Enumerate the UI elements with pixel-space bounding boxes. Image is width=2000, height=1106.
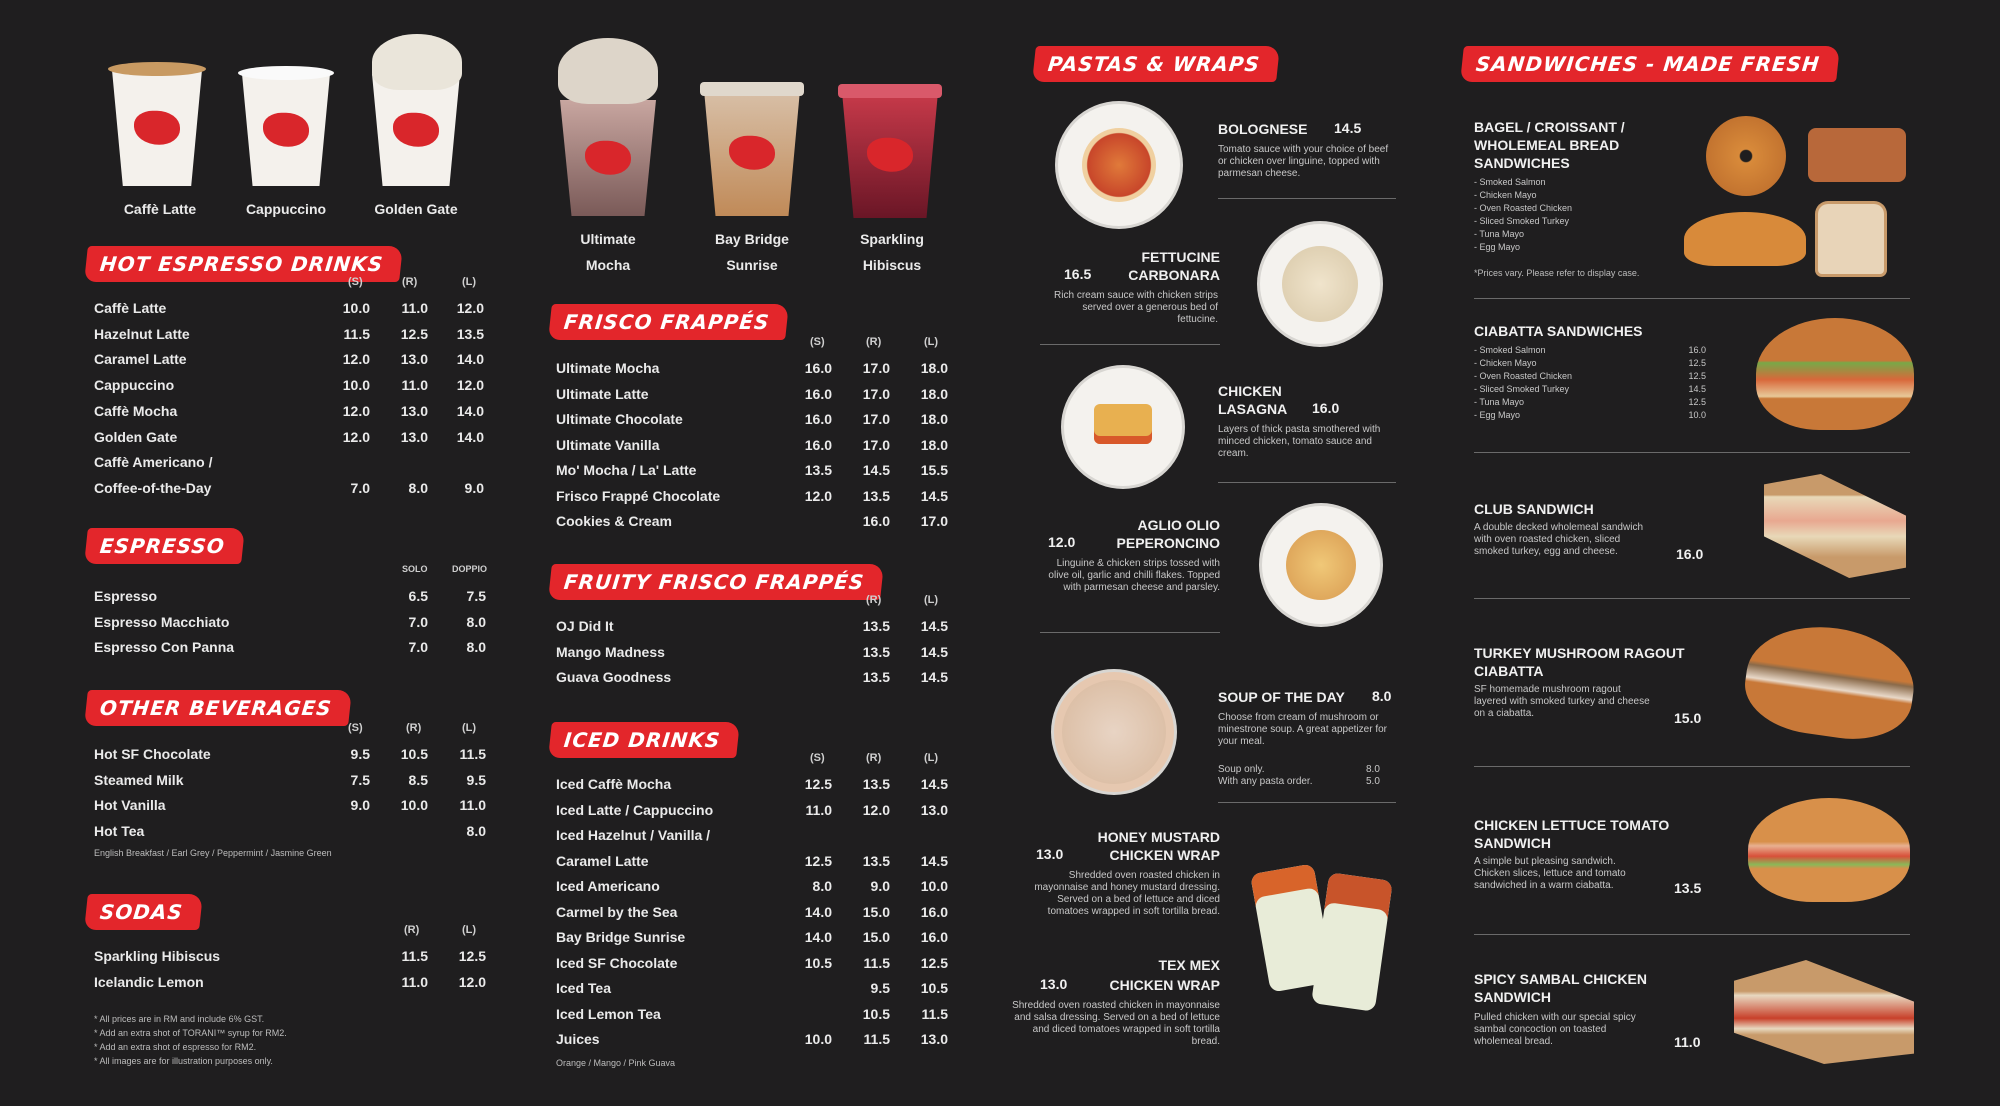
menu-item-price: 11.0 xyxy=(459,797,486,813)
ultimate-mocha-cup-image xyxy=(560,86,656,216)
menu-item-price: 10.0 xyxy=(342,377,370,394)
aglio-name-2: PEPERONCINO xyxy=(1116,535,1220,551)
tex-mex-wrap-desc: Shredded oven roasted chicken in mayonnaise and salsa dressing. Served on a bed of lettuce and diced tomatoes wrapped in soft tortilla bread. xyxy=(1012,1000,1220,1047)
size-header: (L) xyxy=(462,924,477,936)
menu-item-name: Iced Tea xyxy=(556,980,611,996)
size-header: (L) xyxy=(924,594,939,606)
menu-item-price: 10.5 xyxy=(400,746,428,762)
pastas-wraps-banner: PASTAS & WRAPS xyxy=(1032,46,1280,82)
menu-item-name: Iced Americano xyxy=(556,878,660,894)
menu-item-price: 11.5 xyxy=(863,1031,890,1047)
menu-item-price: 17.0 xyxy=(862,411,890,427)
menu-item-price: 13.5 xyxy=(862,669,890,685)
menu-item-price: 12.0 xyxy=(804,487,832,504)
menu-item-name: Iced Latte / Cappuccino xyxy=(556,801,714,818)
caffe-latte-cup-image xyxy=(112,56,202,186)
menu-item-name: Juices xyxy=(556,1031,600,1047)
menu-item-price: 9.0 xyxy=(464,479,484,496)
honey-mustard-wrap-price: 13.0 xyxy=(1036,846,1064,862)
menu-item-price: 17.0 xyxy=(862,436,890,453)
honey-mustard-wrap-name: HONEY MUSTARD xyxy=(1097,829,1220,845)
sambal-sandwich-image xyxy=(1734,960,1914,1064)
cup-caption: Caffè Latte xyxy=(123,201,197,217)
lasagna-desc: Layers of thick pasta smothered with minced chicken, tomato sauce and cream. xyxy=(1218,424,1381,459)
croissant-image xyxy=(1684,212,1806,266)
sandwiches-banner: SANDWICHES - MADE FRESH xyxy=(1460,46,1840,82)
club-sandwich-name: CLUB SANDWICH xyxy=(1474,501,1594,517)
sambal-sandwich-name: SPICY SAMBAL CHICKEN SANDWICH xyxy=(1474,971,1647,1005)
menu-item-price: 14.5 xyxy=(920,618,948,634)
menu-item-name: Ultimate Vanilla xyxy=(556,436,660,453)
tex-mex-wrap-name-2: CHICKEN WRAP xyxy=(1109,977,1220,993)
soup-price: 8.0 xyxy=(1372,688,1392,704)
sodas-banner: SODAS xyxy=(84,894,203,930)
menu-item-name: Caffè Mocha xyxy=(94,402,178,419)
clt-sandwich-image xyxy=(1748,798,1910,902)
menu-item-name: Hot Tea xyxy=(94,822,145,839)
menu-item-price: 8.0 xyxy=(466,822,486,839)
menu-item-price: 11.5 xyxy=(459,746,486,762)
menu-item-name: Iced Hazelnut / Vanilla / xyxy=(556,827,711,843)
menu-item-price: 14.0 xyxy=(456,351,484,368)
menu-item-price: 13.5 xyxy=(804,462,832,478)
carbonara-name-2: CARBONARA xyxy=(1128,267,1220,283)
menu-item-name: Iced Lemon Tea xyxy=(556,1005,661,1022)
bolognese-price: 14.5 xyxy=(1334,120,1362,136)
aglio-price: 12.0 xyxy=(1048,534,1076,550)
menu-item-name: Cookies & Cream xyxy=(556,513,672,529)
menu-item-price: 16.0 xyxy=(804,385,832,402)
menu-item-price: 9.5 xyxy=(466,771,486,788)
size-header: (S) xyxy=(810,752,825,764)
menu-item-price: 14.5 xyxy=(920,669,948,685)
menu-item-price: 8.0 xyxy=(812,878,832,894)
soup-desc: Choose from cream of mushroom or minestrone soup. A great appetizer for your meal. xyxy=(1218,712,1387,747)
carbonara-name: FETTUCINE xyxy=(1141,249,1220,265)
size-header: (R) xyxy=(406,722,422,734)
menu-item-name: Golden Gate xyxy=(94,428,178,445)
menu-item-price: 11.5 xyxy=(863,954,890,971)
iced-drinks-banner: ICED DRINKS xyxy=(548,722,740,758)
menu-item-price: 17.0 xyxy=(862,385,890,402)
menu-item-price: 13.0 xyxy=(400,428,428,445)
size-header: (L) xyxy=(924,336,939,348)
menu-item-price: 14.5 xyxy=(862,462,890,478)
aglio-name: AGLIO OLIO xyxy=(1137,517,1220,533)
menu-item-price: 10.0 xyxy=(920,878,948,894)
menu-item-price: 7.0 xyxy=(408,639,428,655)
tex-mex-wrap-name: TEX MEX xyxy=(1158,957,1220,973)
clt-sandwich-price: 13.5 xyxy=(1674,880,1702,896)
menu-item-price: 14.0 xyxy=(456,428,484,445)
menu-item-price: 6.5 xyxy=(408,588,428,604)
size-header: (S) xyxy=(810,336,825,348)
wrap-image xyxy=(1311,872,1393,1012)
size-header: (L) xyxy=(924,752,939,764)
tea-note: English Breakfast / Earl Grey / Peppermint / Jasmine Green xyxy=(94,848,332,858)
menu-item-price: 7.0 xyxy=(350,479,370,496)
size-header: (R) xyxy=(866,336,882,348)
size-header: (S) xyxy=(348,276,363,288)
menu-item-price: 13.0 xyxy=(400,402,428,419)
carbonara-price: 16.5 xyxy=(1064,266,1092,282)
menu-item-price: 15.0 xyxy=(862,903,890,920)
size-header: SOLO xyxy=(402,564,428,574)
divider xyxy=(1474,298,1910,299)
menu-item-price: 15.0 xyxy=(862,929,890,945)
menu-item-name: Hazelnut Latte xyxy=(94,325,190,342)
menu-item-name: Ultimate Mocha xyxy=(556,360,660,376)
soup-name: SOUP OF THE DAY xyxy=(1218,689,1345,705)
carbonara-desc: Rich cream sauce with chicken strips served over a generous bed of fettucine. xyxy=(1054,290,1218,325)
fruity-frisco-frappes-banner: FRUITY FRISCO FRAPPÉS xyxy=(548,564,884,600)
soup-image xyxy=(1054,672,1174,792)
menu-item-price: 9.0 xyxy=(350,797,370,813)
clt-sandwich-name: CHICKEN LETTUCE TOMATO SANDWICH xyxy=(1474,817,1670,851)
menu-item-price: 13.5 xyxy=(862,643,890,660)
menu-item-price: 16.0 xyxy=(920,903,948,920)
divider xyxy=(1474,766,1910,767)
sambal-sandwich-price: 11.0 xyxy=(1674,1034,1701,1050)
menu-item-price: 12.0 xyxy=(456,300,484,316)
aglio-desc: Linguine & chicken strips tossed with olive oil, garlic and chilli flakes. Topped with parmesan cheese and parsley. xyxy=(1048,558,1220,593)
wholemeal-bread-image xyxy=(1808,128,1906,182)
bolognese-name: BOLOGNESE xyxy=(1218,121,1308,137)
tex-mex-wrap-price: 13.0 xyxy=(1040,976,1068,992)
menu-item-price: 14.5 xyxy=(920,852,948,869)
menu-item-name: Espresso Con Panna xyxy=(94,639,235,655)
soup-option-price: 5.0 xyxy=(1366,776,1380,787)
turkey-ragout-price: 15.0 xyxy=(1674,710,1702,726)
menu-item-price: 14.5 xyxy=(920,487,948,504)
ciabatta-sandwiches-name: CIABATTA SANDWICHES xyxy=(1474,323,1643,339)
aglio-olio-image xyxy=(1262,506,1380,624)
size-header: DOPPIO xyxy=(452,564,488,574)
menu-item-price: 18.0 xyxy=(920,411,948,427)
sliced-bread-image xyxy=(1818,204,1884,274)
menu-item-name: Iced SF Chocolate xyxy=(556,954,678,971)
menu-item-name: Hot SF Chocolate xyxy=(94,746,211,762)
divider xyxy=(1218,198,1396,199)
menu-item-price: 8.0 xyxy=(466,639,486,655)
menu-item-name: Sparkling Hibiscus xyxy=(94,948,221,964)
menu-item-price: 10.5 xyxy=(862,1005,890,1022)
ciabatta-sandwich-image xyxy=(1756,318,1914,430)
club-sandwich-desc: A double decked wholemeal sandwich with oven roasted chicken, sliced smoked turkey, egg and cheese. xyxy=(1474,522,1643,557)
menu-item-name: Steamed Milk xyxy=(94,771,184,788)
menu-item-price: 10.0 xyxy=(400,797,428,813)
menu-item-price: 16.0 xyxy=(804,436,832,453)
menu-item-name: Cappuccino xyxy=(94,377,175,394)
bagel-fillings-list: - Smoked Salmon - Chicken Mayo - Oven Roasted Chicken - Sliced Smoked Turkey - Tuna Mayo - Egg Mayo xyxy=(1474,177,1573,252)
divider xyxy=(1218,802,1396,803)
cup-caption: Ultimate Mocha xyxy=(580,231,636,273)
size-header: (R) xyxy=(866,752,882,764)
other-beverages-banner: OTHER BEVERAGES xyxy=(84,690,352,726)
menu-item-name: Espresso Macchiato xyxy=(94,613,230,630)
divider xyxy=(1474,598,1910,599)
lasagna-name: CHICKEN xyxy=(1218,383,1282,399)
club-sandwich-image xyxy=(1764,474,1906,578)
whipped-cream-image xyxy=(372,34,462,90)
size-header: (L) xyxy=(462,722,477,734)
whipped-cream-image xyxy=(558,38,658,104)
menu-item-name: Iced Caffè Mocha xyxy=(556,776,672,792)
bolognese-image xyxy=(1058,104,1180,226)
menu-item-price: 14.5 xyxy=(920,643,948,660)
menu-item-price: 7.0 xyxy=(408,613,428,630)
cup-caption: Golden Gate xyxy=(374,201,458,217)
menu-item-price: 12.0 xyxy=(456,377,484,394)
menu-item-price: 16.0 xyxy=(862,513,890,529)
menu-item-price: 13.0 xyxy=(920,1031,948,1047)
bolognese-desc: Tomato sauce with your choice of beef or chicken over linguine, topped with parmesan cheese. xyxy=(1218,144,1389,179)
menu-item-price: 12.0 xyxy=(458,973,486,990)
honey-mustard-wrap-desc: Shredded oven roasted chicken in mayonnaise and honey mustard dressing. Served on a bed of lettuce and diced tomatoes wrapped in soft tortilla bread. xyxy=(1034,870,1220,917)
divider xyxy=(1040,632,1220,633)
turkey-ciabatta-image xyxy=(1739,617,1920,747)
menu-item-price: 12.0 xyxy=(342,402,370,419)
menu-item-price: 12.5 xyxy=(804,852,832,869)
menu-item-price: 10.5 xyxy=(804,954,832,971)
menu-item-price: 14.0 xyxy=(804,903,832,920)
menu-item-price: 7.5 xyxy=(466,588,486,604)
cappuccino-cup-image xyxy=(242,60,330,186)
menu-item-price: 17.0 xyxy=(862,360,890,376)
cup-caption: Sparkling Hibiscus xyxy=(860,231,924,273)
juice-note: Orange / Mango / Pink Guava xyxy=(556,1058,676,1068)
size-header: (R) xyxy=(866,594,882,606)
bagel-price-note: *Prices vary. Please refer to display case. xyxy=(1474,268,1640,278)
lasagna-name-2: LASAGNA xyxy=(1218,401,1288,417)
menu-item-price: 9.0 xyxy=(870,878,890,894)
menu-item-price: 15.5 xyxy=(920,462,948,478)
menu-item-name: Mango Madness xyxy=(556,643,665,660)
menu-item-name: OJ Did It xyxy=(556,618,614,634)
menu-item-price: 10.0 xyxy=(342,300,370,316)
menu-item-price: 13.5 xyxy=(862,852,890,869)
bagel-image xyxy=(1706,116,1786,196)
club-sandwich-price: 16.0 xyxy=(1676,546,1704,562)
soup-option: Soup only. xyxy=(1218,764,1265,775)
hot-espresso-banner: HOT ESPRESSO DRINKS xyxy=(84,246,403,282)
menu-item-price: 14.0 xyxy=(456,402,484,419)
menu-item-price: 18.0 xyxy=(920,436,948,453)
menu-item-price: 11.0 xyxy=(805,801,832,818)
menu-item-price: 12.0 xyxy=(862,801,890,818)
menu-item-price: 11.5 xyxy=(401,948,428,964)
menu-item-price: 17.0 xyxy=(920,513,948,529)
footnote: * All images are for illustration purposes only. xyxy=(94,1056,273,1066)
menu-item-name: Espresso xyxy=(94,588,158,604)
menu-item-price: 9.5 xyxy=(870,980,890,996)
footnote: * Add an extra shot of espresso for RM2. xyxy=(94,1042,257,1052)
soup-option: With any pasta order. xyxy=(1218,776,1313,787)
menu-item-price: 12.5 xyxy=(804,776,832,792)
menu-item-price: 13.0 xyxy=(400,351,428,368)
menu-item-name: Caramel Latte xyxy=(556,852,649,869)
turkey-ragout-desc: SF homemade mushroom ragout layered with smoked turkey and cheese on a ciabatta. xyxy=(1474,684,1650,719)
menu-item-price: 12.5 xyxy=(458,948,486,964)
menu-item-price: 13.5 xyxy=(862,776,890,792)
menu-item-price: 10.0 xyxy=(804,1031,832,1047)
turkey-ragout-name: TURKEY MUSHROOM RAGOUT CIABATTA xyxy=(1474,645,1685,679)
menu-item-name: Ultimate Chocolate xyxy=(556,411,683,427)
divider xyxy=(1218,482,1396,483)
menu-item-name: Coffee-of-the-Day xyxy=(94,479,212,496)
sambal-sandwich-desc: Pulled chicken with our special spicy sambal concoction on toasted wholemeal bread. xyxy=(1474,1012,1636,1047)
bay-bridge-sunrise-cup-image xyxy=(704,76,800,216)
size-header: (R) xyxy=(404,924,420,936)
menu-item-price: 8.0 xyxy=(466,613,486,630)
menu-item-name: Caffè Americano / xyxy=(94,454,213,471)
menu-item-price: 13.5 xyxy=(862,487,890,504)
menu-item-price: 10.5 xyxy=(920,980,948,996)
menu-item-price: 12.0 xyxy=(342,351,370,368)
bagel-sandwiches-name: BAGEL / CROISSANT / WHOLEMEAL BREAD SANDWICHES xyxy=(1474,119,1625,171)
menu-item-name: Caffè Latte xyxy=(94,300,167,316)
menu-item-name: Ultimate Latte xyxy=(556,385,649,402)
menu-item-price: 18.0 xyxy=(920,360,948,376)
divider xyxy=(1040,344,1220,345)
menu-item-price: 16.0 xyxy=(920,929,948,945)
honey-mustard-wrap-name-2: CHICKEN WRAP xyxy=(1109,847,1220,863)
lasagna-price: 16.0 xyxy=(1312,400,1340,416)
sparkling-hibiscus-cup-image xyxy=(842,78,938,218)
menu-item-price: 16.0 xyxy=(804,360,832,376)
menu-item-name: Icelandic Lemon xyxy=(94,973,204,990)
size-header: (R) xyxy=(402,276,418,288)
menu-item-name: Hot Vanilla xyxy=(94,797,166,813)
menu-item-price: 13.5 xyxy=(862,618,890,634)
menu-item-price: 7.5 xyxy=(350,771,370,788)
menu-item-price: 18.0 xyxy=(920,385,948,402)
menu-item-price: 8.5 xyxy=(408,771,428,788)
menu-item-price: 11.0 xyxy=(401,300,428,316)
menu-item-price: 9.5 xyxy=(350,746,370,762)
footnote: * All prices are in RM and include 6% GST. xyxy=(94,1014,265,1024)
cup-caption: Cappuccino xyxy=(245,201,327,217)
menu-item-price: 16.0 xyxy=(804,411,832,427)
menu-item-price: 11.5 xyxy=(921,1005,948,1022)
ciabatta-prices-list: 16.0 12.5 12.5 14.5 12.5 10.0 xyxy=(1688,345,1706,420)
menu-item-price: 12.5 xyxy=(920,954,948,971)
ciabatta-fillings-list: - Smoked Salmon - Chicken Mayo - Oven Roasted Chicken - Sliced Smoked Turkey - Tuna Mayo - Egg Mayo xyxy=(1474,345,1573,420)
espresso-banner: ESPRESSO xyxy=(84,528,245,564)
menu-item-name: Guava Goodness xyxy=(556,669,672,685)
menu-item-name: Mo' Mocha / La' Latte xyxy=(556,462,697,478)
carbonara-image xyxy=(1260,224,1380,344)
menu-item-price: 11.5 xyxy=(343,325,370,342)
soup-option-price: 8.0 xyxy=(1366,764,1380,775)
menu-item-name: Caramel Latte xyxy=(94,351,187,368)
menu-item-price: 12.0 xyxy=(342,428,370,445)
menu-item-price: 11.0 xyxy=(401,377,428,394)
menu-item-price: 12.5 xyxy=(400,325,428,342)
menu-item-price: 14.5 xyxy=(920,776,948,792)
menu-item-name: Frisco Frappé Chocolate xyxy=(556,487,721,504)
menu-item-price: 8.0 xyxy=(408,479,428,496)
divider xyxy=(1474,934,1910,935)
menu-item-price: 13.5 xyxy=(456,325,484,342)
cup-caption: Bay Bridge Sunrise xyxy=(715,231,789,273)
menu-item-name: Carmel by the Sea xyxy=(556,903,678,920)
divider xyxy=(1474,452,1910,453)
menu-item-price: 13.0 xyxy=(920,801,948,818)
menu-item-name: Bay Bridge Sunrise xyxy=(556,929,686,945)
footnote: * Add an extra shot of TORANI™ syrup for RM2. xyxy=(94,1028,287,1038)
menu-item-price: 14.0 xyxy=(804,929,832,945)
frisco-frappes-banner: FRISCO FRAPPÉS xyxy=(548,304,789,340)
size-header: (L) xyxy=(462,276,477,288)
menu-item-price: 11.0 xyxy=(401,973,428,990)
clt-sandwich-desc: A simple but pleasing sandwich. Chicken slices, lettuce and tomato sandwiched in a warm ciabatta. xyxy=(1474,856,1626,891)
size-header: (S) xyxy=(348,722,363,734)
lasagna-image xyxy=(1064,368,1182,486)
